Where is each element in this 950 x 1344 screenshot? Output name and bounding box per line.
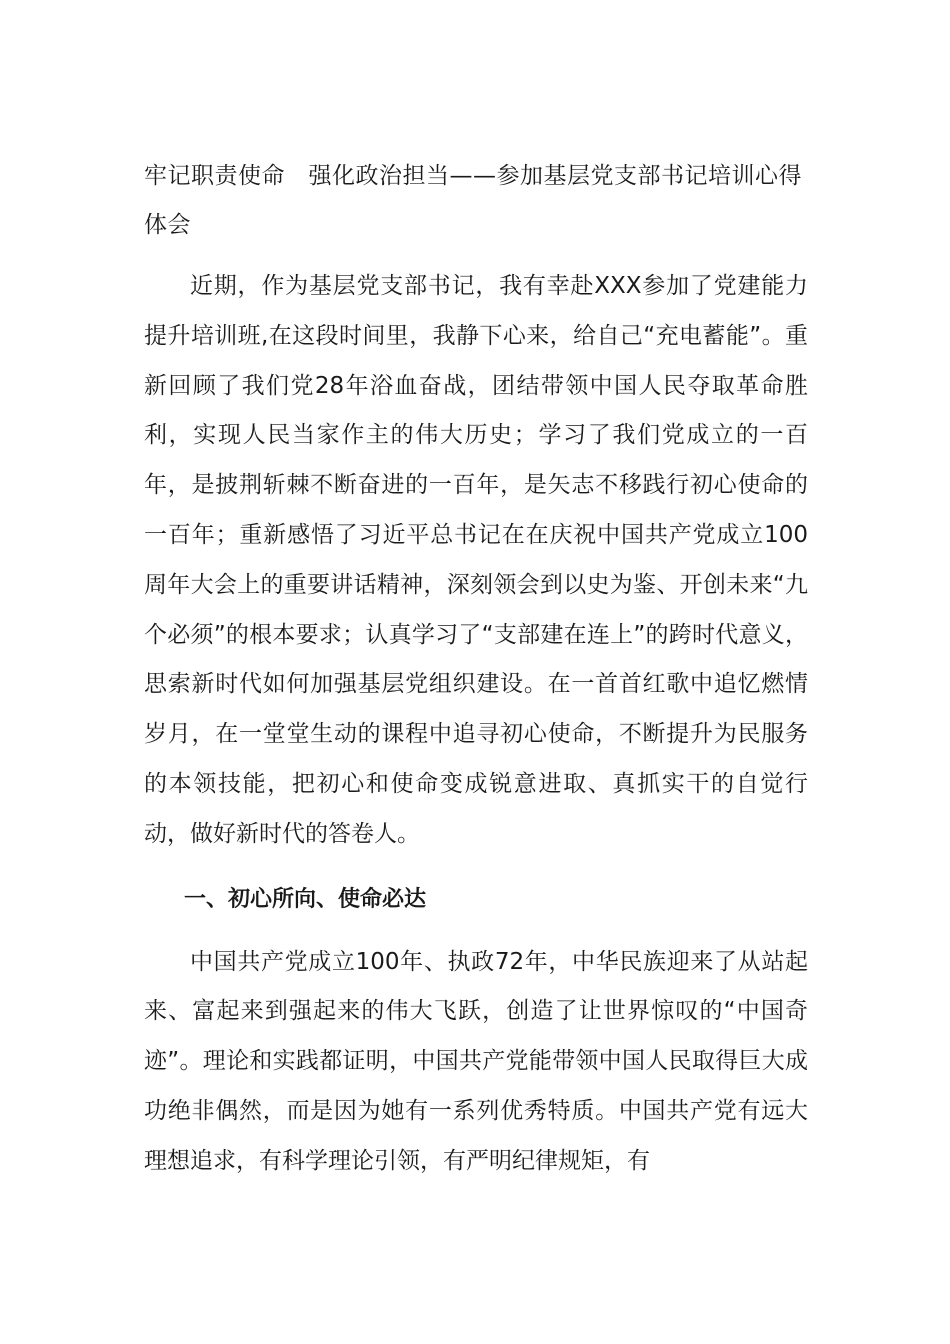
section-paragraph: 中国共产党成立100年、执政72年，中华民族迎来了从站起来、富起来到强起来的伟大飞跃，创造了让世界惊叹的“中国奇迹”。理论和实践都证明，中国共产党能带领中国人民取得巨大成功绝非偶然，而是因为她有一系列优秀特质。中国共产党有远大理想追求，有科学理论引领，有严明纪律规矩，有 xyxy=(144,948,808,1174)
document-body xyxy=(144,152,808,1187)
document-title: 牢记职责使命 强化政治担当——参加基层党支部书记培训心得体会 xyxy=(144,163,802,238)
intro-paragraph: 近期，作为基层党支部书记，我有幸赴XXX参加了党建能力提升培训班,在这段时间里，我静下心来，给自己“充电蓄能”。重新回顾了我们党28年浴血奋战，团结带领中国人民夺取革命胜利，实现人民当家作主的伟大历史；学习了我们党成立的一百年，是披荆斩棘不断奋进的一百年，是矢志不移践行初心使命的一百年；重新感悟了习近平总书记在在庆祝中国共产党成立100周年大会上的重要讲话精神，深刻领会到以史为鉴、开创未来“九个必须”的根本要求；认真学习了“支部建在连上”的跨时代意义，思索新时代如何加强基层党组织建设。在一首首红歌中追忆燃情岁月，在一堂堂生动的课程中追寻初心使命，不断提升为民服务的本领技能，把初心和使命变成锐意进取、真抓实干的自觉行动，做好新时代的答卷人。 xyxy=(144,273,808,847)
section-heading: 一、初心所向、使命必达 xyxy=(184,886,427,912)
